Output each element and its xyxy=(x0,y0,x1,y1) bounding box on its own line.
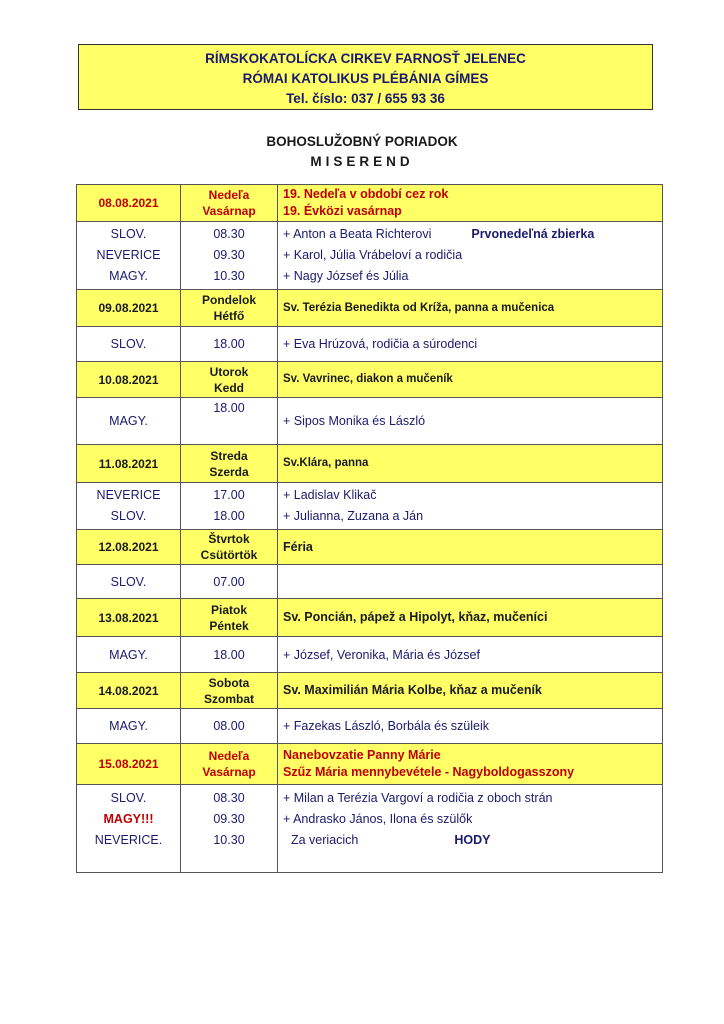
day-name xyxy=(181,185,278,222)
mass-row xyxy=(77,637,663,673)
mass-intention-text: + Anton a Beata Richterovi xyxy=(283,227,432,241)
collection-note: Prvonedeľná zbierka xyxy=(471,227,595,241)
mass-language: MAGY. xyxy=(77,398,181,445)
mass-intention: + Eva Hrúzová, rodičia a súrodenci xyxy=(278,327,663,362)
mass-schedule-table xyxy=(76,184,663,873)
mass-row xyxy=(77,785,663,873)
feast: Sv. Poncián, pápež a Hipolyt, kňaz, mučeníci xyxy=(278,599,663,637)
mass-lang: SLOV. xyxy=(110,227,147,241)
mass-language xyxy=(77,785,181,873)
day-name-sk: Sobota xyxy=(208,675,250,690)
day-date: 15.08.2021 xyxy=(77,744,181,785)
feast: Sv. Maximilián Mária Kolbe, kňaz a mučeník xyxy=(278,673,663,709)
day-name xyxy=(181,530,278,565)
parish-phone: Tel. číslo: 037 / 655 93 36 xyxy=(286,91,445,106)
feast: Féria xyxy=(278,530,663,565)
mass-intention xyxy=(278,785,663,873)
mass-time-value: 08.30 xyxy=(213,791,245,805)
mass-language: SLOV. xyxy=(77,565,181,599)
day-name xyxy=(181,673,278,709)
mass-intention-text: + Andrasko János, Ilona és szülők xyxy=(283,812,473,826)
day-name-hu: Csütörtök xyxy=(200,548,258,562)
day-name-sk: Nedeľa xyxy=(208,188,250,202)
mass-time-value: 09.30 xyxy=(213,248,245,262)
day-row xyxy=(77,744,663,785)
mass-row xyxy=(77,709,663,744)
day-name-sk: Utorok xyxy=(209,364,249,379)
mass-row xyxy=(77,398,663,445)
mass-intention-text: + Nagy József és Júlia xyxy=(283,269,409,283)
day-name-sk: Streda xyxy=(210,448,248,463)
mass-lang: NEVERICE xyxy=(96,488,161,502)
day-row xyxy=(77,445,663,483)
mass-intention-line xyxy=(283,224,662,245)
mass-time-value: 10.30 xyxy=(213,833,245,847)
mass-lang: NEVERICE xyxy=(96,248,161,262)
mass-intention-line xyxy=(283,830,662,851)
mass-intention xyxy=(278,483,663,530)
day-row xyxy=(77,290,663,327)
day-row xyxy=(77,362,663,398)
day-name-hu: Péntek xyxy=(209,618,249,633)
mass-row xyxy=(77,483,663,530)
day-date: 09.08.2021 xyxy=(77,290,181,327)
day-name xyxy=(181,599,278,637)
mass-time: 18.00 xyxy=(181,637,278,673)
feast: Sv. Terézia Benedikta od Kríža, panna a mučenica xyxy=(278,290,663,327)
mass-time: 18.00 xyxy=(181,327,278,362)
day-name-hu: Szombat xyxy=(203,691,254,706)
day-name-hu: Vasárnap xyxy=(202,204,256,218)
feast-note: HODY xyxy=(454,833,491,847)
day-name-sk: Piatok xyxy=(210,602,247,617)
day-name-hu: Kedd xyxy=(214,380,244,395)
schedule-title-hu: MISEREND xyxy=(310,154,414,169)
mass-time xyxy=(181,785,278,873)
mass-time-value: 10.30 xyxy=(213,269,245,283)
day-name xyxy=(181,290,278,327)
feast: Sv. Vavrinec, diakon a mučeník xyxy=(278,362,663,398)
day-name-sk: Nedeľa xyxy=(208,749,250,763)
mass-intention-text: Za veriacich xyxy=(291,833,359,847)
day-name xyxy=(181,744,278,785)
mass-time-value: 09.30 xyxy=(213,812,245,826)
mass-intention: + Sipos Monika és László xyxy=(278,398,663,445)
mass-lang: MAGY. xyxy=(109,269,148,283)
parish-header xyxy=(78,44,653,110)
day-name xyxy=(181,362,278,398)
day-name-hu: Hétfő xyxy=(213,309,245,323)
feast-hu: 19. Évközi vasárnap xyxy=(283,204,402,218)
day-row xyxy=(77,530,663,565)
feast-sk: Nanebovzatie Panny Márie xyxy=(283,748,441,762)
mass-intention-text: + Ladislav Klikač xyxy=(283,488,377,502)
day-row xyxy=(77,599,663,637)
day-name-hu: Vasárnap xyxy=(202,765,256,779)
mass-language: MAGY. xyxy=(77,637,181,673)
mass-intention-text: + Karol, Júlia Vrábeloví a rodičia xyxy=(283,248,463,262)
day-name xyxy=(181,445,278,483)
feast xyxy=(278,744,663,785)
mass-time: 18.00 xyxy=(181,398,278,445)
mass-row xyxy=(77,565,663,599)
day-date: 08.08.2021 xyxy=(77,185,181,222)
feast xyxy=(278,185,663,222)
mass-intention-text: + Milan a Terézia Vargoví a rodičia z oboch strán xyxy=(283,791,553,805)
day-date: 11.08.2021 xyxy=(77,445,181,483)
day-row xyxy=(77,185,663,222)
mass-language: MAGY. xyxy=(77,709,181,744)
day-name-sk: Pondelok xyxy=(201,293,256,307)
day-date: 10.08.2021 xyxy=(77,362,181,398)
mass-time-value: 08.30 xyxy=(213,227,245,241)
day-name-sk: Štvrtok xyxy=(208,532,250,546)
mass-time xyxy=(181,222,278,290)
day-name-hu: Szerda xyxy=(209,464,249,479)
mass-language xyxy=(77,222,181,290)
mass-intention: + József, Veronika, Mária és József xyxy=(278,637,663,673)
mass-lang: SLOV. xyxy=(110,791,147,805)
mass-intention: + Fazekas László, Borbála és szüleik xyxy=(278,709,663,744)
day-date: 14.08.2021 xyxy=(77,673,181,709)
parish-name-sk: RÍMSKOKATOLÍCKA CIRKEV FARNOSŤ JELENEC xyxy=(205,51,526,66)
parish-name-hu: RÓMAI KATOLIKUS PLÉBÁNIA GÍMES xyxy=(242,71,489,86)
mass-intention xyxy=(278,222,663,290)
mass-time-value: 17.00 xyxy=(213,488,245,502)
feast-hu: Szűz Mária mennybevétele - Nagyboldogasszony xyxy=(283,765,575,779)
mass-lang: MAGY!!! xyxy=(103,812,154,826)
mass-lang: NEVERICE. xyxy=(94,833,163,847)
mass-intention xyxy=(278,565,663,599)
mass-time: 08.00 xyxy=(181,709,278,744)
mass-lang: SLOV. xyxy=(110,509,147,523)
day-row xyxy=(77,673,663,709)
mass-row xyxy=(77,222,663,290)
schedule-title-sk: BOHOSLUŽOBNÝ PORIADOK xyxy=(266,134,458,149)
mass-intention-text: + Julianna, Zuzana a Ján xyxy=(283,509,424,523)
mass-row xyxy=(77,327,663,362)
mass-language xyxy=(77,483,181,530)
mass-language: SLOV. xyxy=(77,327,181,362)
day-date: 13.08.2021 xyxy=(77,599,181,637)
feast: Sv.Klára, panna xyxy=(278,445,663,483)
day-date: 12.08.2021 xyxy=(77,530,181,565)
feast-sk: 19. Nedeľa v období cez rok xyxy=(283,187,449,201)
mass-time xyxy=(181,483,278,530)
mass-time-value: 18.00 xyxy=(213,509,245,523)
mass-time: 07.00 xyxy=(181,565,278,599)
